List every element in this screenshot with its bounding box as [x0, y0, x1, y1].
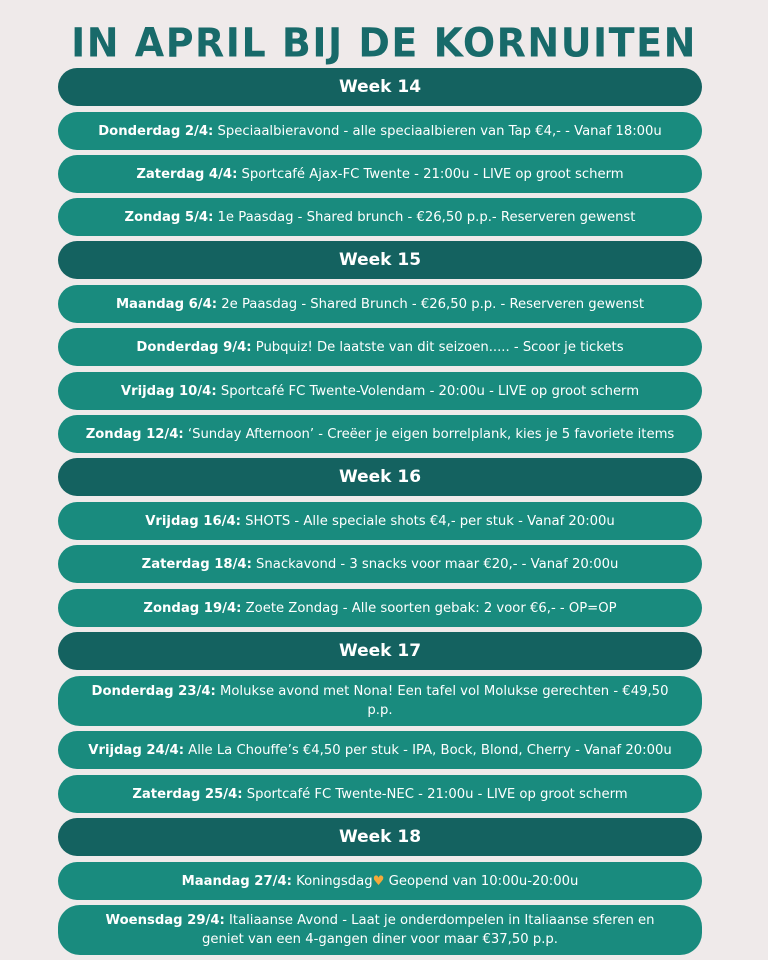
event-item — [58, 328, 702, 366]
event-text: Geopend van 10:00u-20:00u — [384, 873, 579, 889]
event-day: Maandag 27/4: — [181, 873, 292, 889]
event-day: Zondag 5/4: — [124, 209, 214, 225]
event-text: Sportcafé FC Twente-Volendam - 20:00u - LIVE op groot scherm — [216, 383, 640, 399]
week-14-header — [58, 68, 702, 106]
event-item — [58, 731, 702, 769]
week-17-header — [58, 632, 702, 670]
week-label: Week 18 — [338, 827, 422, 847]
event-item — [58, 905, 702, 955]
event-day: Zaterdag 4/4: — [136, 166, 238, 182]
week-18-header — [58, 818, 702, 856]
event-text: Pubquiz! De laatste van dit seizoen..... - Scoor je tickets — [251, 339, 624, 355]
event-text: Koningsdag — [291, 873, 373, 889]
week-label: Week 17 — [338, 641, 422, 661]
event-text: Snackavond - 3 snacks voor maar €20,- - Vanaf 20:00u — [251, 556, 619, 572]
event-day: Vrijdag 24/4: — [88, 742, 184, 758]
event-text: Sportcafé FC Twente-NEC - 21:00u - LIVE op groot scherm — [242, 786, 628, 802]
event-day: Vrijdag 16/4: — [145, 513, 241, 529]
event-text: Zoete Zondag - Alle soorten gebak: 2 voor €6,- - OP=OP — [241, 600, 617, 616]
event-item — [58, 676, 702, 726]
event-day: Zaterdag 18/4: — [141, 556, 252, 572]
event-day: Donderdag 23/4: — [91, 684, 216, 699]
week-label: Week 15 — [338, 250, 422, 270]
event-day: Maandag 6/4: — [115, 296, 218, 312]
event-text: Speciaalbieravond - alle speciaalbieren van Tap €4,- - Vanaf 18:00u — [213, 123, 662, 139]
event-item — [58, 372, 702, 410]
event-text: Alle La Chouffe’s €4,50 per stuk - IPA, Bock, Blond, Cherry - Vanaf 20:00u — [183, 742, 672, 758]
event-item — [58, 502, 702, 540]
event-item — [58, 285, 702, 323]
week-16-header — [58, 458, 702, 496]
event-text: Molukse avond met Nona! Een tafel vol Molukse gerechten - €49,50 p.p. — [215, 684, 669, 718]
orange-heart-icon: ♥ — [372, 873, 385, 889]
event-text: ‘Sunday Afternoon’ - Creëer je eigen borrelplank, kies je 5 favoriete items — [183, 426, 675, 442]
event-item — [58, 862, 702, 900]
week-15-header — [58, 241, 702, 279]
event-item — [58, 545, 702, 583]
event-day: Zaterdag 25/4: — [132, 786, 243, 802]
event-day: Woensdag 29/4: — [105, 913, 225, 928]
event-text: SHOTS - Alle speciale shots €4,- per stuk - Vanaf 20:00u — [240, 513, 615, 529]
event-day: Donderdag 2/4: — [98, 123, 214, 139]
event-day: Zondag 19/4: — [143, 600, 242, 616]
event-item — [58, 198, 702, 236]
event-text: 2e Paasdag - Shared Brunch - €26,50 p.p. - Reserveren gewenst — [217, 296, 645, 312]
event-text: 1e Paasdag - Shared brunch - €26,50 p.p.- Reserveren gewenst — [213, 209, 636, 225]
page-title: IN APRIL BIJ DE KORNUITEN — [71, 19, 697, 67]
event-day: Zondag 12/4: — [85, 426, 184, 442]
event-day: Vrijdag 10/4: — [120, 383, 217, 399]
event-item — [58, 155, 702, 193]
event-text: Sportcafé Ajax-FC Twente - 21:00u - LIVE op groot scherm — [237, 166, 624, 182]
event-day: Donderdag 9/4: — [136, 339, 252, 355]
event-item — [58, 589, 702, 627]
week-label: Week 14 — [338, 77, 422, 97]
event-item — [58, 112, 702, 150]
week-label: Week 16 — [338, 467, 422, 487]
event-item — [58, 415, 702, 453]
event-item — [58, 775, 702, 813]
event-text: Italiaanse Avond - Laat je onderdompelen in Italiaanse sferen en geniet van een 4-gangen diner voor maar €37,50 p.p. — [202, 913, 655, 947]
